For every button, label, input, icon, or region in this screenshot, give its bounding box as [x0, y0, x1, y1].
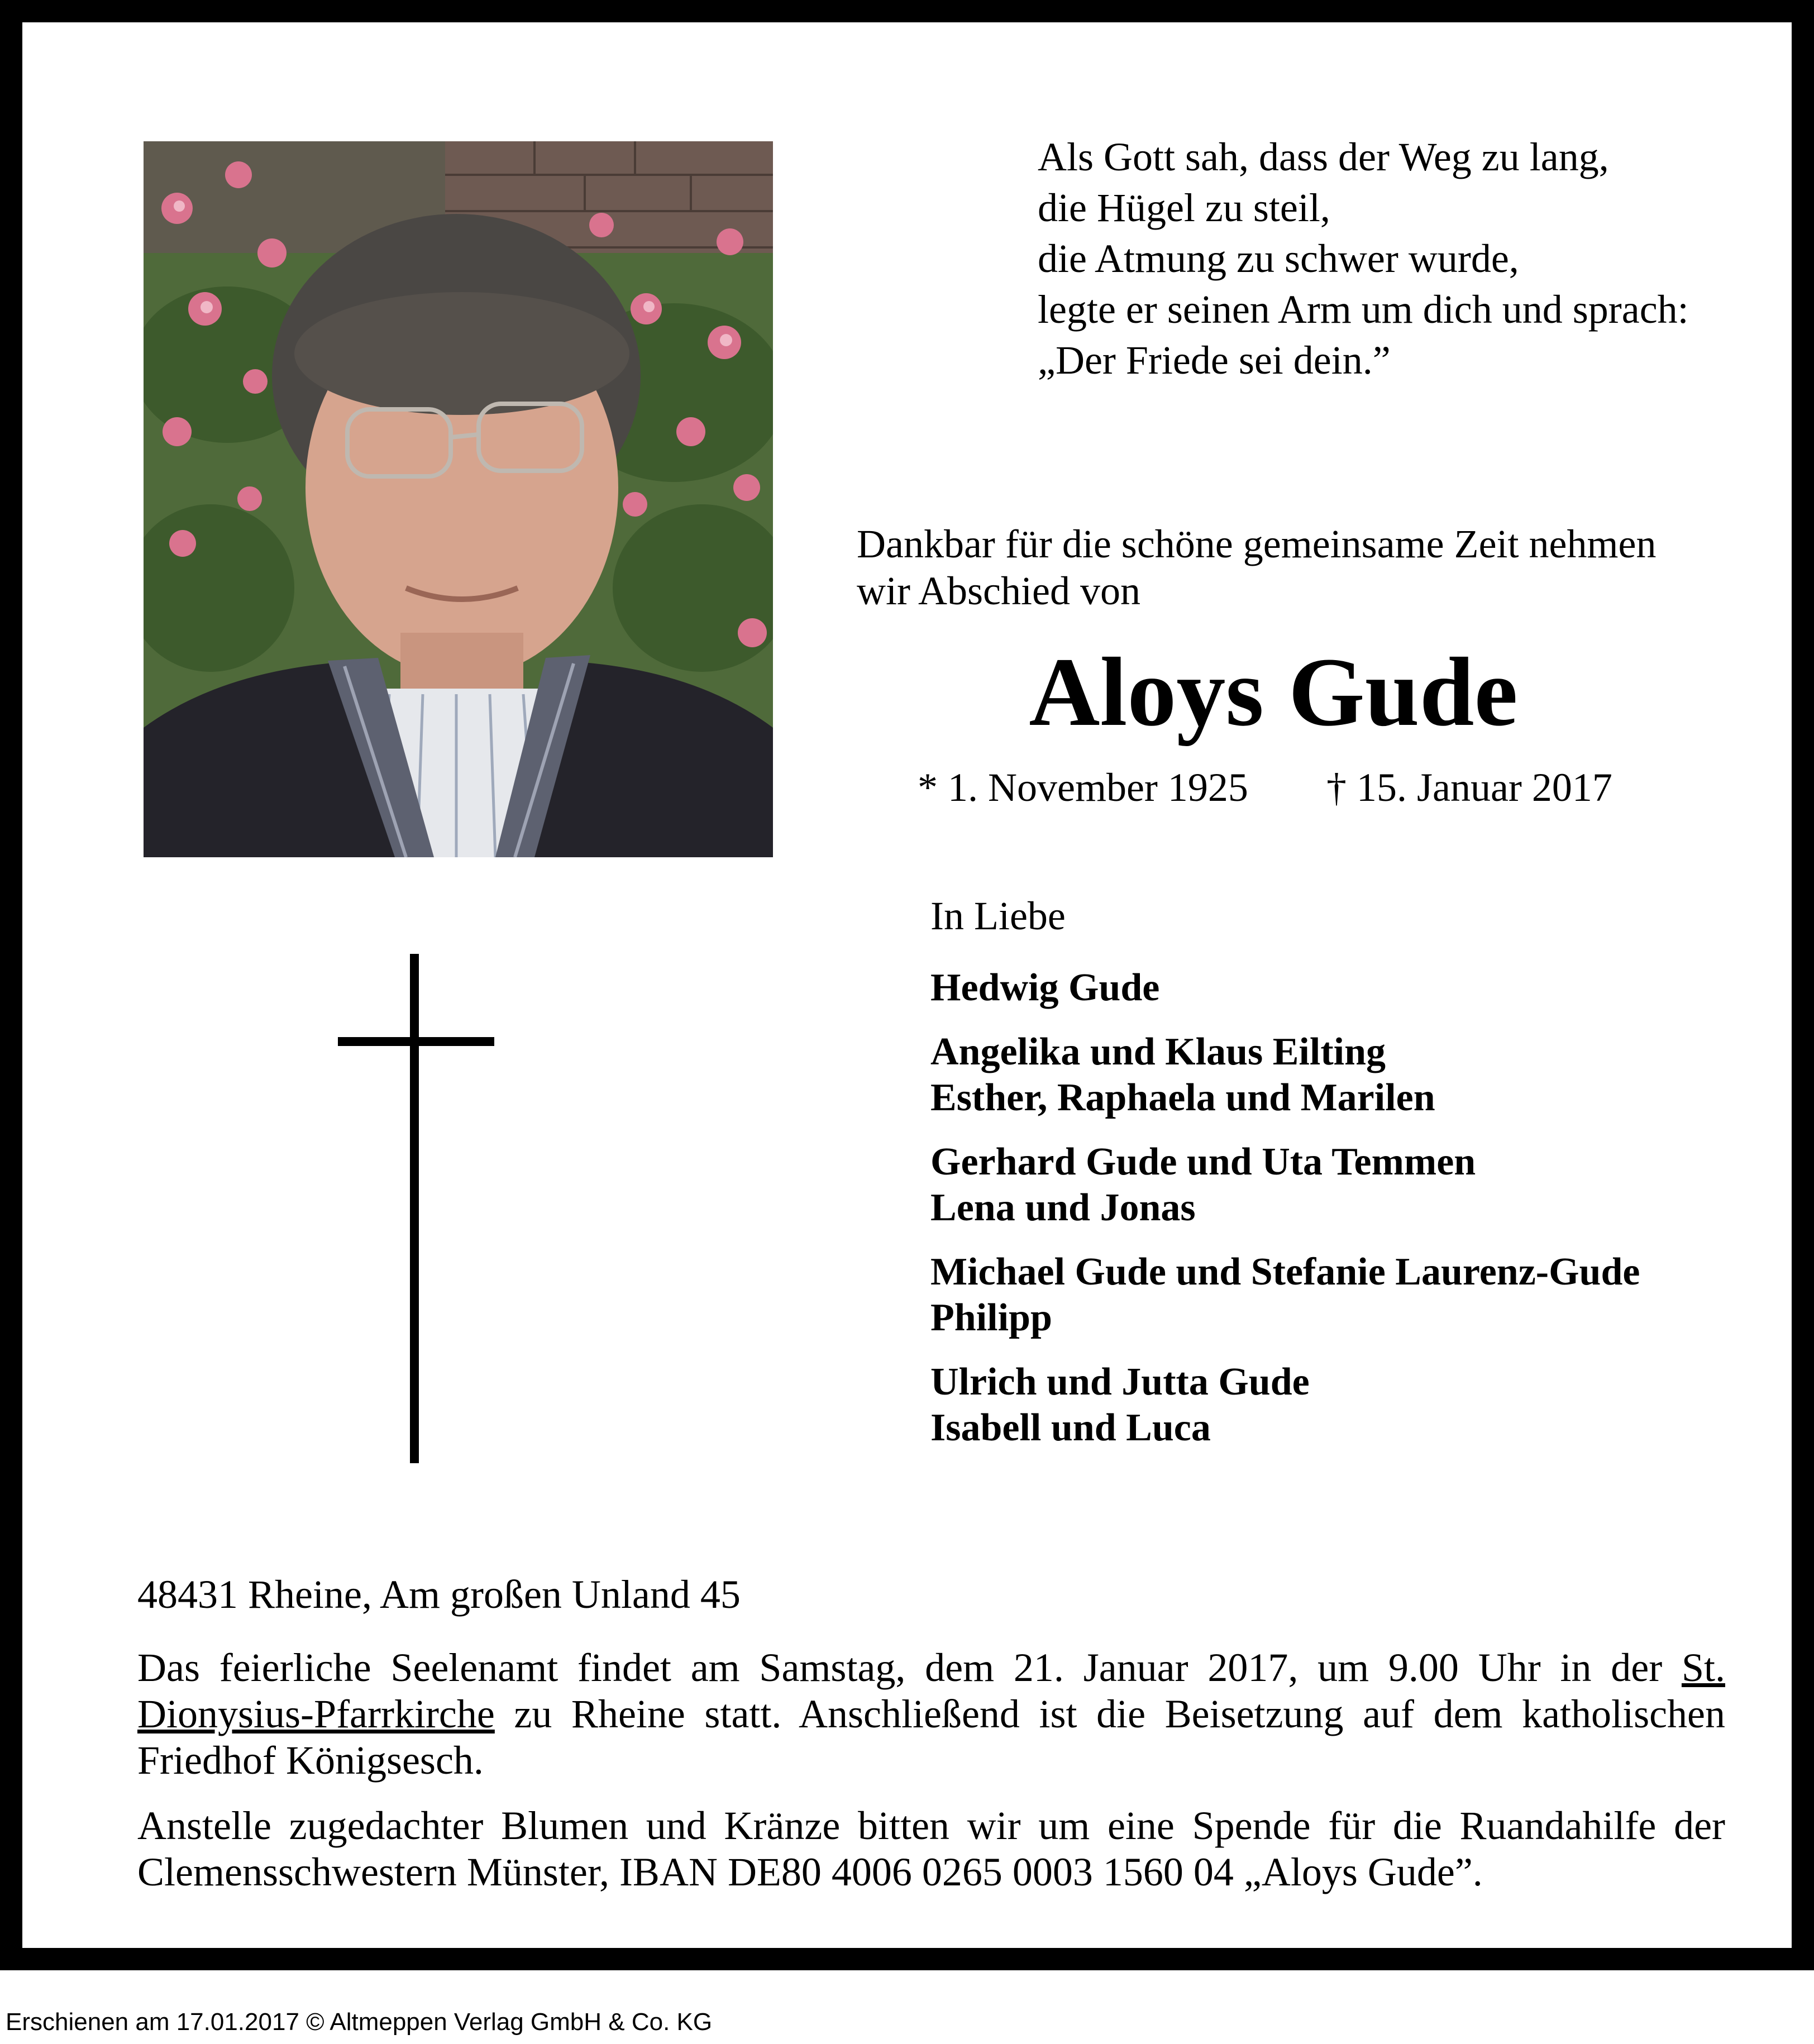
family-line: Esther, Raphaela und Marilen: [930, 1076, 1435, 1119]
death-date: † 15. Januar 2017: [1326, 765, 1612, 810]
publication-footer: Erschienen am 17.01.2017 © Altmeppen Verlag GmbH & Co. KG: [6, 2008, 713, 2036]
family-group: [930, 965, 1640, 1011]
family-group: [930, 1359, 1640, 1451]
deceased-name: Aloys Gude: [1029, 638, 1518, 747]
poem: [1038, 132, 1689, 386]
portrait-photo: [144, 141, 773, 857]
family-group: [930, 1139, 1640, 1231]
poem-line: die Atmung zu schwer wurde,: [1038, 236, 1519, 281]
church-link[interactable]: St. Dionysius-Pfarrkirche: [137, 1645, 1725, 1736]
birth-date: * 1. November 1925: [918, 765, 1248, 810]
family-line: Lena und Jonas: [930, 1186, 1196, 1229]
family-line: Gerhard Gude und Uta Temmen: [930, 1140, 1476, 1183]
poem-line: „Der Friede sei dein.”: [1038, 338, 1391, 383]
service-text-start: Das feierliche Seelenamt findet am Samstag, dem 21. Januar 2017, um 9.00 Uhr in der: [137, 1645, 1682, 1690]
mourners-heading: In Liebe: [930, 894, 1066, 938]
poem-line: die Hügel zu steil,: [1038, 185, 1330, 230]
family-group: [930, 1249, 1640, 1341]
mourning-address: 48431 Rheine, Am großen Unland 45: [137, 1572, 741, 1617]
poem-line: legte er seinen Arm um dich und sprach:: [1038, 287, 1689, 332]
cross-vertical-bar: [410, 954, 419, 1463]
intro-line: wir Abschied von: [857, 569, 1140, 613]
family-line: Isabell und Luca: [930, 1406, 1211, 1449]
cross-horizontal-bar: [338, 1037, 494, 1046]
service-text-end: zu Rheine statt. Anschließend ist die Beisetzung auf dem katholischen Friedhof Königsesch.: [137, 1692, 1725, 1783]
family-line: Angelika und Klaus Eilting: [930, 1030, 1386, 1073]
donation-notice: Anstelle zugedachter Blumen und Kränze bitten wir um eine Spende für die Ruandahilfe der Clemensschwestern Münster, IBAN DE80 4006 0265 0003 1560 04 „Aloys Gude”.: [137, 1803, 1725, 1894]
poem-line: Als Gott sah, dass der Weg zu lang,: [1038, 135, 1609, 179]
family-line: Michael Gude und Stefanie Laurenz-Gude: [930, 1250, 1640, 1293]
service-notice: [137, 1645, 1725, 1784]
intro-line: Dankbar für die schöne gemeinsame Zeit nehmen: [857, 522, 1657, 566]
mourners-list: [930, 965, 1640, 1469]
family-line: Ulrich und Jutta Gude: [930, 1360, 1310, 1403]
family-group: [930, 1029, 1640, 1121]
family-line: Hedwig Gude: [930, 966, 1160, 1009]
farewell-intro: [857, 520, 1656, 614]
family-line: Philipp: [930, 1296, 1052, 1339]
